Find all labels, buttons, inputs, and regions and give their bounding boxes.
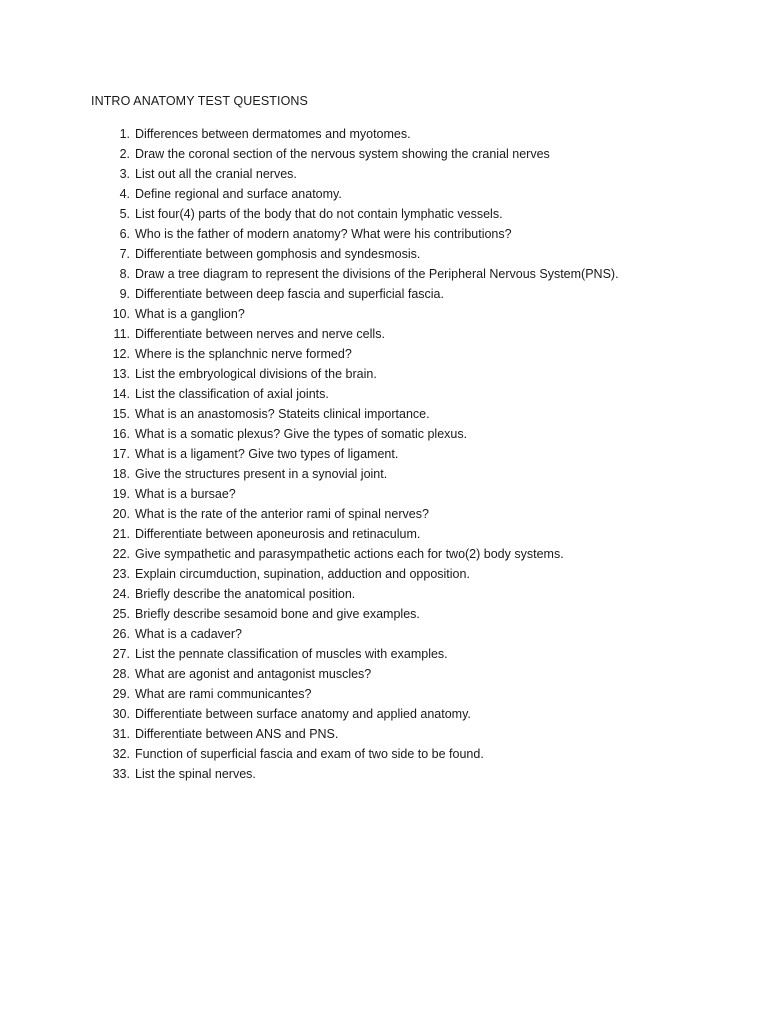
question-text: Give sympathetic and parasympathetic actions each for two(2) body systems. [135, 547, 564, 561]
question-number: 3. [119, 167, 130, 181]
question-text: What is a somatic plexus? Give the types of somatic plexus. [135, 427, 468, 441]
question-text: What is an anastomosis? Stateits clinical importance. [135, 407, 430, 421]
question-text: What is a bursae? [135, 487, 236, 501]
question-text: What is a ligament? Give two types of ligament. [135, 447, 399, 461]
question-text: List the embryological divisions of the brain. [135, 367, 377, 381]
question-text: What are rami communicantes? [135, 687, 312, 701]
question-number: 16. [112, 427, 130, 441]
question-number: 20. [112, 507, 130, 521]
question-text: What are agonist and antagonist muscles? [135, 667, 372, 681]
question-number: 28. [112, 667, 130, 681]
question-number: 11. [113, 327, 130, 341]
question-number: 9. [119, 287, 130, 301]
question-number: 7. [119, 247, 130, 261]
question-text: Differentiate between ANS and PNS. [135, 727, 339, 741]
question-text: Who is the father of modern anatomy? What were his contributions? [135, 227, 512, 241]
question-number: 25. [112, 607, 130, 621]
question-text: List out all the cranial nerves. [135, 167, 297, 181]
question-text: What is a cadaver? [135, 627, 242, 641]
question-number: 13. [112, 367, 130, 381]
question-text: List the pennate classification of muscles with examples. [135, 647, 448, 661]
question-number: 19. [112, 487, 130, 501]
question-text: Where is the splanchnic nerve formed? [135, 347, 352, 361]
question-number: 31. [112, 727, 130, 741]
question-text: List four(4) parts of the body that do not contain lymphatic vessels. [135, 207, 503, 221]
question-text: Briefly describe sesamoid bone and give examples. [135, 607, 420, 621]
question-text: Differentiate between gomphosis and syndesmosis. [135, 247, 421, 261]
question-text: Function of superficial fascia and exam of two side to be found. [135, 747, 484, 761]
question-number: 30. [112, 707, 130, 721]
question-number: 12. [112, 347, 130, 361]
question-text: Differences between dermatomes and myotomes. [135, 127, 411, 141]
question-text: Differentiate between aponeurosis and retinaculum. [135, 527, 421, 541]
question-number: 33. [112, 767, 130, 781]
question-number: 1. [119, 127, 130, 141]
question-text: What is the rate of the anterior rami of spinal nerves? [135, 507, 429, 521]
question-number: 10. [112, 307, 130, 321]
question-number: 6. [119, 227, 130, 241]
question-text: What is a ganglion? [135, 307, 245, 321]
question-text: Draw the coronal section of the nervous system showing the cranial nerves [135, 147, 550, 161]
question-number: 22. [112, 547, 130, 561]
question-number: 18. [112, 467, 130, 481]
question-text: Give the structures present in a synovial joint. [135, 467, 388, 481]
question-number: 32. [112, 747, 130, 761]
question-text: Differentiate between nerves and nerve cells. [135, 327, 385, 341]
question-number: 5. [119, 207, 130, 221]
question-number: 17. [112, 447, 130, 461]
document-title: INTRO ANATOMY TEST QUESTIONS [91, 94, 308, 108]
question-number: 23. [112, 567, 130, 581]
question-text: Differentiate between deep fascia and superficial fascia. [135, 287, 444, 301]
question-number: 21. [112, 527, 130, 541]
question-number: 24. [112, 587, 130, 601]
question-text: List the classification of axial joints. [135, 387, 329, 401]
question-number: 4. [119, 187, 130, 201]
question-text: Briefly describe the anatomical position. [135, 587, 356, 601]
question-number: 27. [112, 647, 130, 661]
question-number: 15. [112, 407, 130, 421]
question-text: Explain circumduction, supination, adduction and opposition. [135, 567, 470, 581]
question-text: List the spinal nerves. [135, 767, 256, 781]
question-number: 26. [112, 627, 130, 641]
question-number: 14. [112, 387, 130, 401]
question-text: Differentiate between surface anatomy and applied anatomy. [135, 707, 471, 721]
question-number: 2. [119, 147, 130, 161]
question-text: Define regional and surface anatomy. [135, 187, 342, 201]
question-number: 29. [112, 687, 130, 701]
question-text: Draw a tree diagram to represent the divisions of the Peripheral Nervous System(PNS). [135, 267, 619, 281]
question-number: 8. [119, 267, 130, 281]
